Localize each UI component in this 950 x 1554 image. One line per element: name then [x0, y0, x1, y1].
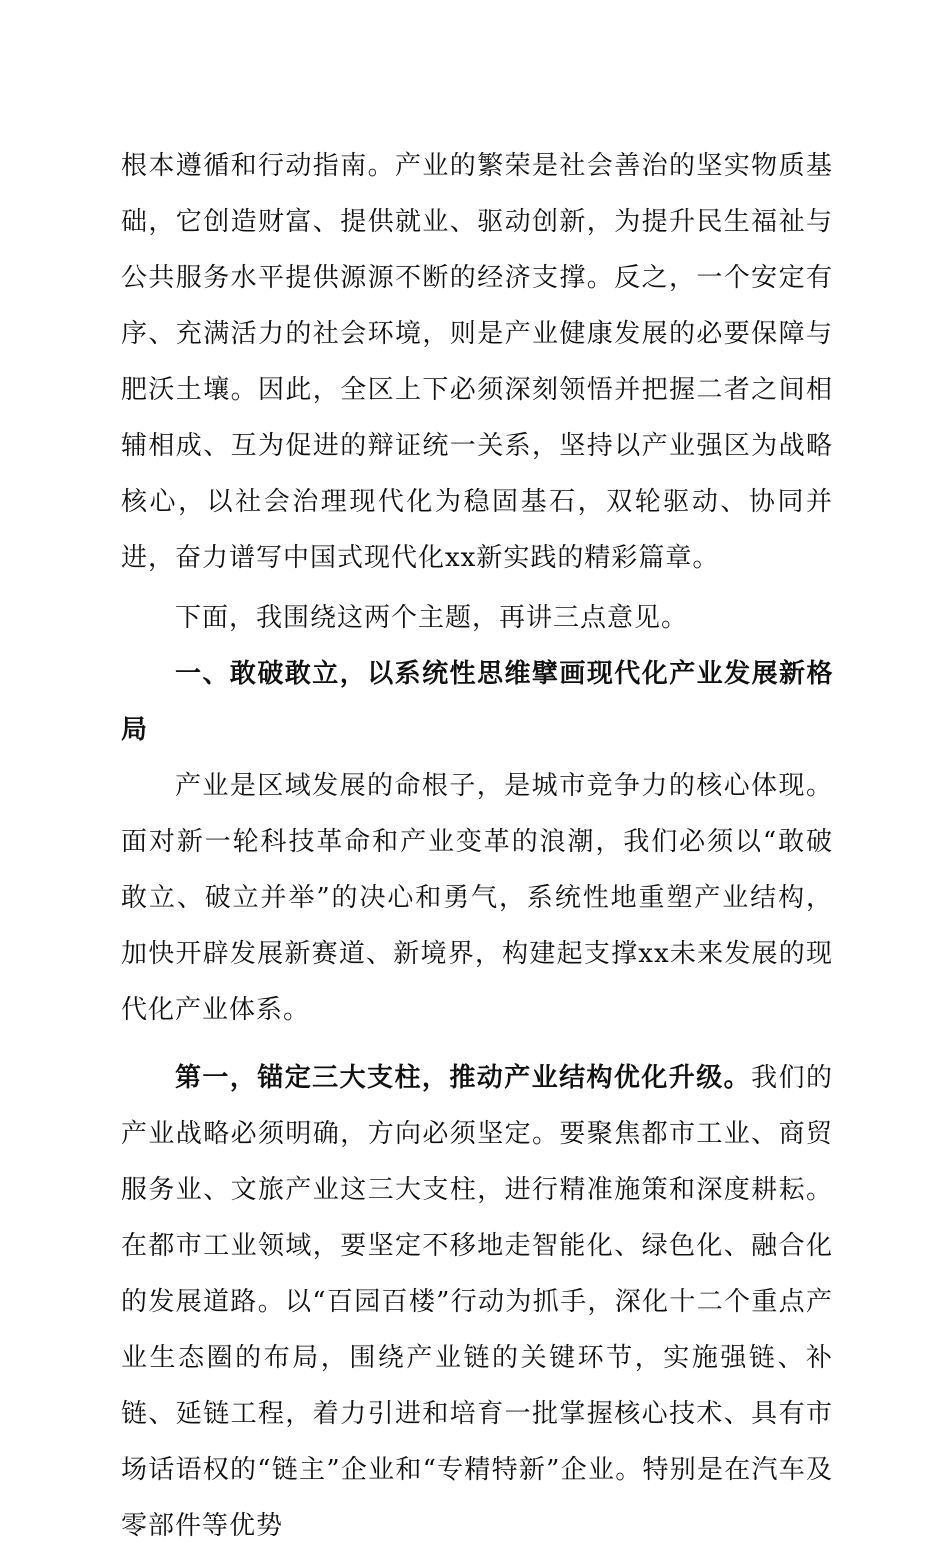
section-heading-one: 一、敢破敢立，以系统性思维擘画现代化产业发展新格局: [121, 659, 833, 745]
paragraph-continuation: 根本遵循和行动指南。产业的繁荣是社会善治的坚实物质基础，它创造财富、提供就业、驱动创新，为提升民生福祉与公共服务水平提供源源不断的经济支撑。反之，一个安定有序、充满活力的社会环境，则是产业健康发展的必要保障与肥沃土壤。因此，全区上下必须深刻领悟并把握二者之间相辅相成、互为促进的辩证统一关系，坚持以产业强区为战略核心，以社会治理现代化为稳固基石，双轮驱动、协同并进，奋力谱写中国式现代化xx新实践的精彩篇章。: [121, 151, 833, 573]
first-point-lead: 第一，锚定三大支柱，推动产业结构优化升级。: [175, 1063, 752, 1093]
paragraph-intro-points: 下面，我围绕这两个主题，再讲三点意见。: [175, 603, 689, 633]
paragraph-industry-overview: 产业是区域发展的命根子，是城市竞争力的核心体现。面对新一轮科技革命和产业变革的浪潮，我们必须以“敢破敢立、破立并举”的决心和勇气，系统性地重塑产业结构，加快开辟发展新赛道、新境界，构建起支撑xx未来发展的现代化产业体系。: [121, 771, 833, 1025]
paragraph-first-point: [121, 1050, 833, 1554]
document-body: [121, 138, 833, 1554]
first-point-body: 我们的产业战略必须明确，方向必须坚定。要聚焦都市工业、商贸服务业、文旅产业这三大支柱，进行精准施策和深度耕耘。在都市工业领域，要坚定不移地走智能化、绿色化、融合化的发展道路。以“百园百楼”行动为抓手，深化十二个重点产业生态圈的布局，围绕产业链的关键环节，实施强链、补链、延链工程，着力引进和培育一批掌握核心技术、具有市场话语权的“链主”企业和“专精特新”企业。特别是在汽车及零部件等优势: [121, 1063, 833, 1541]
